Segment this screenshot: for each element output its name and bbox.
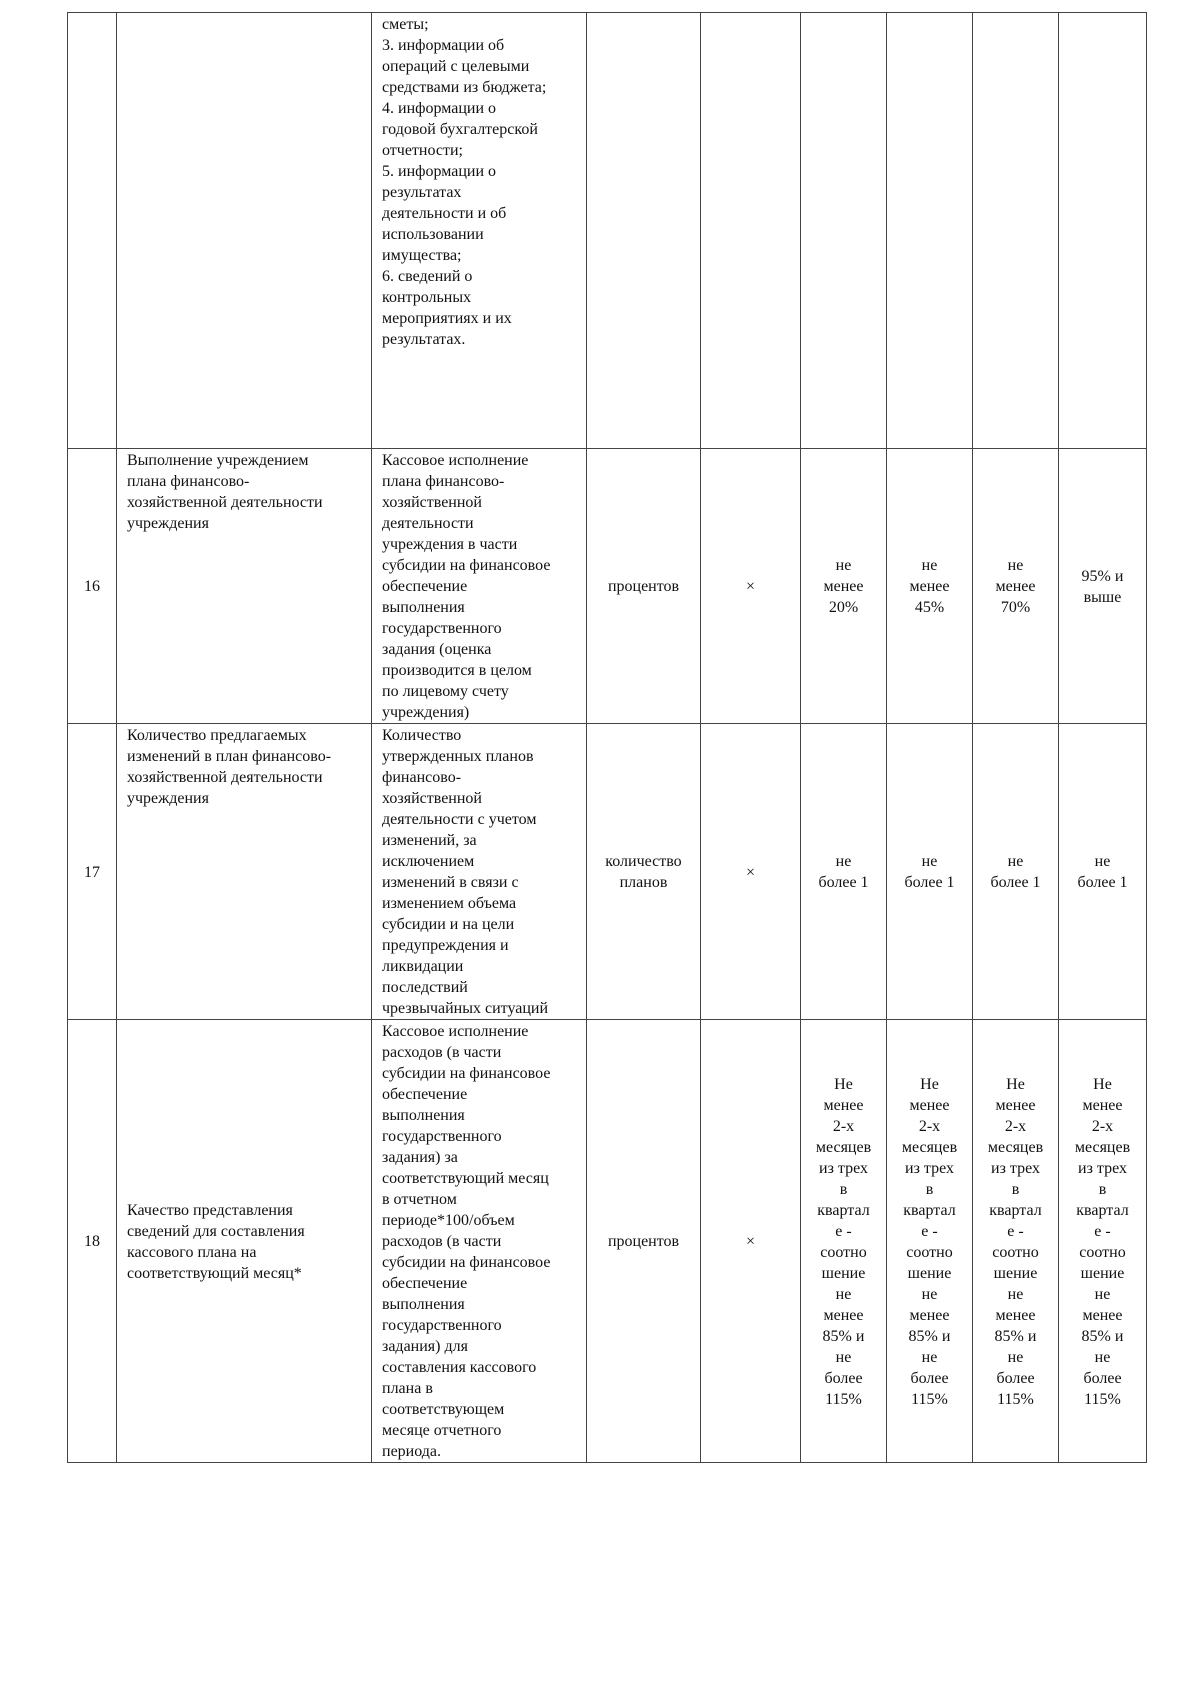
indicator-name: Качество представления сведений для составления кассового плана на соответствующий месяц* [117,1020,372,1463]
mark-cell: × [701,724,801,1020]
unit-cell [587,13,701,449]
value-cell: Не менее 2-х месяцев из трех в квартал е - соотно шение не менее 85% и не более 115% [801,1020,887,1463]
row-number: 16 [68,449,117,724]
value-cell: не менее 45% [887,449,973,724]
table-row [68,1020,1147,1463]
value-cell: не менее 70% [973,449,1059,724]
unit-cell: количество планов [587,724,701,1020]
table-row [68,724,1147,1020]
value-cell [887,13,973,449]
value-cell [801,13,887,449]
table-row [68,13,1147,449]
indicator-name: Количество предлагаемых изменений в план финансово- хозяйственной деятельности учреждения [117,724,372,1020]
value-cell: не более 1 [1059,724,1147,1020]
value-cell [973,13,1059,449]
value-cell: Не менее 2-х месяцев из трех в квартал е - соотно шение не менее 85% и не более 115% [973,1020,1059,1463]
row-number: 18 [68,1020,117,1463]
value-cell: 95% и выше [1059,449,1147,724]
value-cell: не более 1 [887,724,973,1020]
indicator-description: Кассовое исполнение расходов (в части субсидии на финансовое обеспечение выполнения государственного задания) за соответствующий месяц в отчетном периоде*100/объем расходов (в части субсидии на финансовое обеспечение выполнения государственного задания) для составления кассового плана в соответствующем месяце отчетного периода. [372,1020,587,1463]
unit-cell: процентов [587,449,701,724]
indicator-description: сметы; 3. информации об операций с целевыми средствами из бюджета; 4. информации о годовой бухгалтерской отчетности; 5. информации о результатах деятельности и об использовании имущества; 6. сведений о контрольных мероприятиях и их результатах. [372,13,587,449]
indicator-name [117,13,372,449]
value-cell: Не менее 2-х месяцев из трех в квартал е - соотно шение не менее 85% и не более 115% [887,1020,973,1463]
indicator-name: Выполнение учреждением плана финансово- хозяйственной деятельности учреждения [117,449,372,724]
mark-cell [701,13,801,449]
indicators-table [67,12,1147,1463]
row-number: 17 [68,724,117,1020]
value-cell [1059,13,1147,449]
row-number [68,13,117,449]
value-cell: не более 1 [973,724,1059,1020]
value-cell: Не менее 2-х месяцев из трех в квартал е - соотно шение не менее 85% и не более 115% [1059,1020,1147,1463]
value-cell: не менее 20% [801,449,887,724]
indicator-description: Количество утвержденных планов финансово- хозяйственной деятельности с учетом изменений, за исключением изменений в связи с изменением объема субсидии и на цели предупреждения и ликвидации последствий чрезвычайных ситуаций [372,724,587,1020]
mark-cell: × [701,1020,801,1463]
indicator-description: Кассовое исполнение плана финансово- хозяйственной деятельности учреждения в части субсидии на финансовое обеспечение выполнения государственного задания (оценка производится в целом по лицевому счету учреждения) [372,449,587,724]
table-row [68,449,1147,724]
unit-cell: процентов [587,1020,701,1463]
value-cell: не более 1 [801,724,887,1020]
mark-cell: × [701,449,801,724]
